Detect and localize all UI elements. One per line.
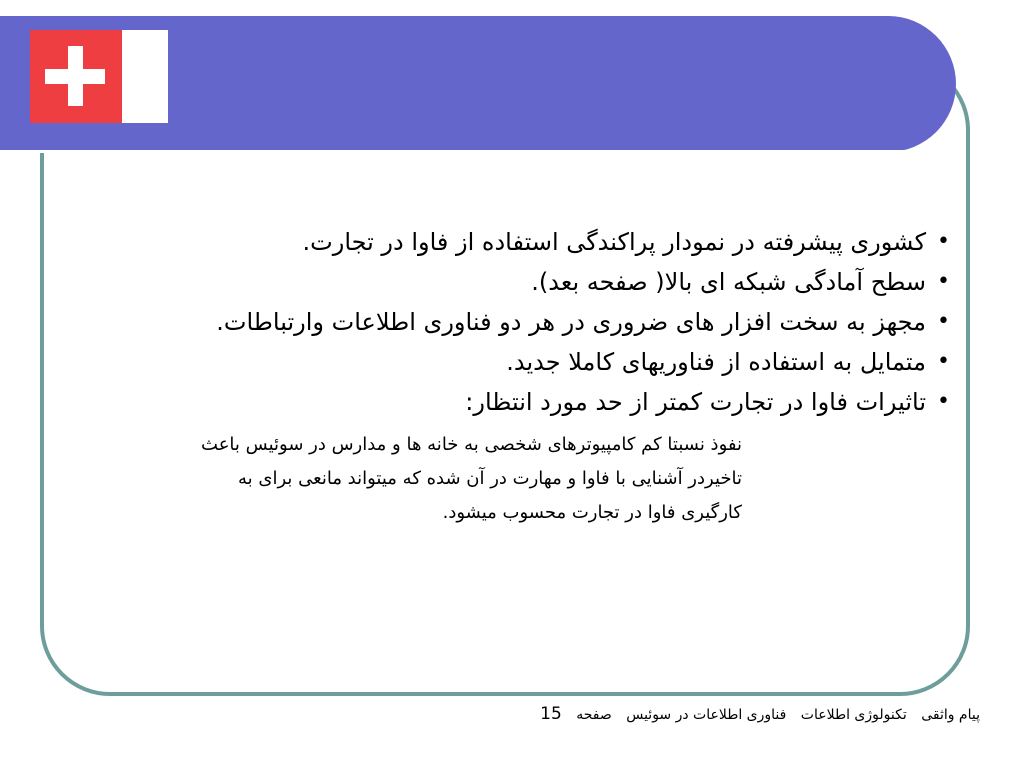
bullet-list (80, 222, 950, 422)
bullet-item: • کشوری پیشرفته در نمودار پراکندگی استفاده از فاوا در تجارت. (80, 222, 950, 262)
bullet-item: • متمایل به استفاده از فناوریهای کاملا جدید. (80, 342, 950, 382)
bullet-item: • سطح آمادگی شبکه ای بالا( صفحه بعد). (80, 262, 950, 302)
swiss-flag-icon (30, 30, 168, 123)
footer-author: پیام واثقی (921, 707, 980, 723)
footer-topic: فناوری اطلاعات در سوئیس (626, 707, 787, 723)
footer-page-number: 15 (540, 704, 562, 724)
sub-note-paragraph: نفوذ نسبتا کم کامپیوترهای شخصی به خانه ها و مدارس در سوئیس باعث تاخیردر آشنایی با فاوا و مهارت در آن شده که میتواند مانعی برای به کارگیری فاوا در تجارت محسوب میشود. (201, 434, 742, 523)
slide-body (80, 222, 950, 422)
bullet-item: • مجهز به سخت افزار های ضروری در هر دو فناوری اطلاعات وارتباطات. (80, 302, 950, 342)
banner-divider-line (0, 150, 906, 153)
footer-page-label: صفحه (576, 707, 612, 723)
footer-course: تکنولوژی اطلاعات (800, 707, 907, 723)
flag-cross-vertical (68, 46, 83, 106)
bullet-item: • تاثیرات فاوا در تجارت کمتر از حد مورد انتظار: (80, 382, 950, 422)
flag-red-field (30, 30, 122, 123)
slide-footer (470, 704, 980, 724)
